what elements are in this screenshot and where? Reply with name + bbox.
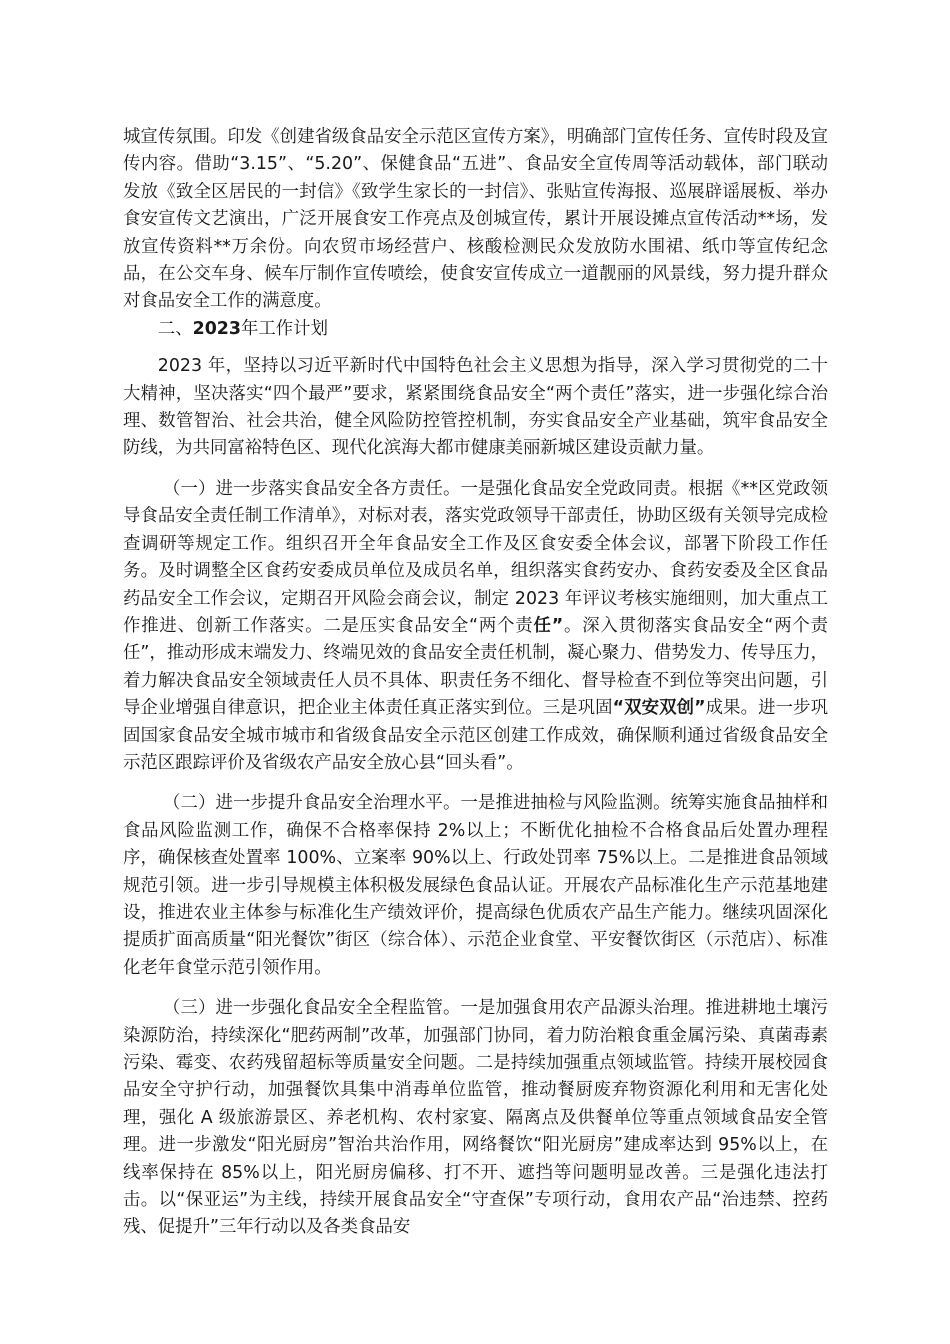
paragraph-continuation: 城宣传氛围。印发《创建省级食品安全示范区宣传方案》，明确部门宣传任务、宣传时段及宣传内容。借助“3.15”、“5.20”、保健食品“五进”、食品安全宣传周等活动载体，部门联动发放《致全区居民的一封信》《致学生家长的一封信》、张贴宣传海报、巡展辟谣展板、举办食安宣传文艺演出，广泛开展食安工作亮点及创城宣传，累计开展设摊点宣传活动**场，发放宣传资料**万余份。向农贸市场经营户、核酸检测民众发放防水围裙、纸巾等宣传纪念品，在公交车身、候车厅制作宣传喷绘，使食安宣传成立一道靓丽的风景线，努力提升群众对食品安全工作的满意度。 xyxy=(123,127,828,312)
paragraph-intro: 2023 年，坚持以习近平新时代中国特色社会主义思想为指导，深入学习贯彻党的二十大精神，坚决落实“四个最严”要求，紧紧围绕食品安全“两个责任”落实，进一步强化综合治理、数管智治、社会共治，健全风险防控管控机制，夯实食品安全产业基础，筑牢食品安全防线，为共同富裕特色区、现代化滨海大都市健康美丽新城区建设贡献力量。 xyxy=(123,356,828,459)
paragraph-governance: （二）进一步提升食品安全治理水平。一是推进抽检与风险监测。统筹实施食品抽样和食品风险监测工作，确保不合格率保持 2%以上；不断优化抽检不合格食品后处置办理程序，确保核查处置率 100%、立案率 90%以上、行政处罚率 75%以上。二是推进食品领域规范引领。进一步引导规模主体积极发展绿色食品认证。开展农产品标准化生产示范基地建设，推进农业主体参与标准化生产绩效评价，提高绿色优质农产品生产能力。继续巩固深化提质扩面高质量“阳光餐饮”街区（综合体）、示范企业食堂、平安餐饮街区（示范店）、标准化老年食堂示范引领作用。 xyxy=(123,793,828,978)
paragraph-responsibility-part-a: （一）进一步落实食品安全各方责任。一是强化食品安全党政同责。根据《**区党政领导食品安全责任制工作清单》，对标对表，落实党政领导干部责任，协助区级有关领导完成检查调研等规定工作。组织召开全年食品安全工作及区食安委全体会议，部署下阶段工作任务。及时调整全区食药安委成员单位及成员名单，组织落实食药安办、食药安委及全区食品药品安全工作会议，定期召开风险会商会议，制定 2023 年评议考核实施细则，加大重点工作推进、创新工作落实。二是压实食品安全“两个责 xyxy=(123,478,828,636)
document-page xyxy=(123,124,828,1242)
section-heading-year: 2023 xyxy=(192,318,241,339)
section-heading-prefix: 二、 xyxy=(157,318,193,339)
paragraph-supervision: （三）进一步强化食品安全全程监管。一是加强食用农产品源头治理。推进耕地土壤污染源防治，持续深化“肥药两制”改革，加强部门协同，着力防治粮食重金属污染、真菌毒素污染、霉变、农药残留超标等质量安全问题。二是持续加强重点领域监管。持续开展校园食品安全守护行动，加强餐饮具集中消毒单位监管，推动餐厨废弃物资源化利用和无害化处理，强化 A 级旅游景区、养老机构、农村家宴、隔离点及供餐单位等重点领域食品安全管理。进一步激发“阳光厨房”智治共治作用，网络餐饮“阳光厨房”建成率达到 95%以上，在线率保持在 85%以上，阳光厨房偏移、打不开、遮挡等问题明显改善。三是强化违法打击。以“保亚运”为主线，持续开展食品安全“守查保”专项行动，食用农产品“治违禁、控药残、促提升”三年行动以及各类食品安 xyxy=(123,998,828,1238)
paragraph-responsibility-bold-shuangan: “双安双创” xyxy=(612,698,706,719)
paragraph-responsibility-part-e: 成果。进一步巩固国家食品安全城市城市和省级食品安全示范区创建工作成效，确保顺利通过省级食品安全示范区跟踪评价及省级农产品安全放心县“回头看”。 xyxy=(123,698,828,773)
section-heading-suffix: 年工作计划 xyxy=(241,318,328,339)
paragraph-responsibility-bold-term: 任” xyxy=(533,615,564,636)
paragraph-responsibility xyxy=(123,476,828,777)
paragraph-responsibility-part-c: 。深入贯彻落实食品安全“两个责任”，推动形成末端发力、终端见效的食品安全责任机制，凝心聚力、借势发力、传导压力，着力解决食品安全领域责任人员不具体、职责任务不细化、督导检查不到位等突出问题，引导企业增强自律意识，把企业主体责任真正落实到位。三是巩固 xyxy=(123,615,829,719)
section-heading xyxy=(123,316,828,343)
